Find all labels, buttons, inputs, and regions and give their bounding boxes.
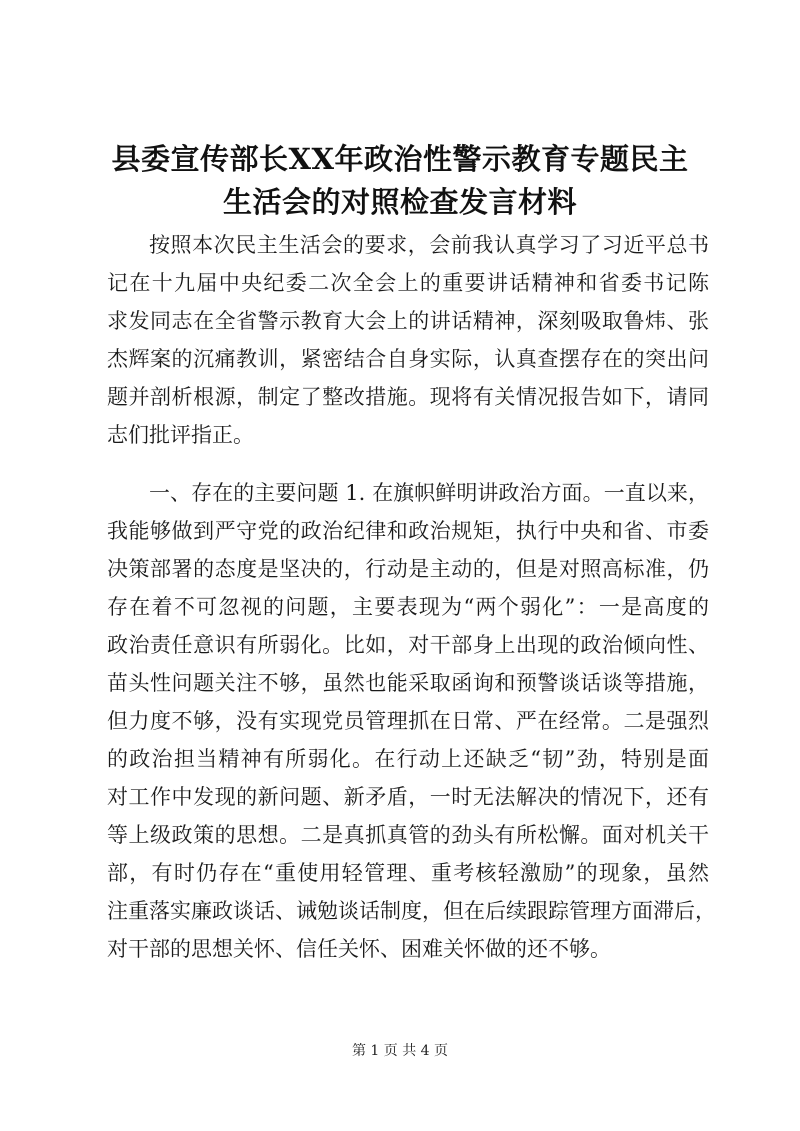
paragraph-line: 我能够做到严守党的政治纪律和政治规矩，执行中央和省、市委 [107,519,709,543]
paragraph-line: 苗头性问题关注不够，虽然也能采取函询和预警谈话谈等措施， [107,671,709,695]
paragraph-line: 部，有时仍存在“重使用轻管理、重考核轻激励”的现象，虽然 [107,861,709,885]
page-number-label: 第 1 页 共 4 页 [351,1043,449,1059]
paragraph-line: 记在十九届中央纪委二次全会上的重要讲话精神和省委书记陈 [107,271,709,295]
title-line: 县委宣传部长XX年政治性警示教育专题民主 [111,142,689,176]
title-line: 生活会的对照检查发言材料 [222,185,577,219]
document-title [90,138,710,224]
paragraph-line: 但力度不够，没有实现党员管理抓在日常、严在经常。二是强烈 [107,709,709,733]
paragraph-problems [107,474,716,968]
paragraph-intro [107,226,709,454]
paragraph-line: 决策部署的态度是坚决的，行动是主动的，但是对照高标准，仍 [107,557,709,581]
paragraph-line: 存在着不可忽视的问题，主要表现为“两个弱化”：一是高度的 [107,595,709,619]
paragraph-line: 杰辉案的沉痛教训，紧密结合自身实际，认真查摆存在的突出问 [107,347,709,371]
paragraph-line: 等上级政策的思想。二是真抓真管的劲头有所松懈。面对机关干 [107,823,709,847]
paragraph-line: 对干部的思想关怀、信任关怀、困难关怀做的还不够。 [107,937,611,961]
paragraph-line: 求发同志在全省警示教育大会上的讲话精神，深刻吸取鲁炜、张 [107,309,709,333]
paragraph-line: 对工作中发现的新问题、新矛盾，一时无法解决的情况下，还有 [107,785,709,809]
paragraph-line: 注重落实廉政谈话、诫勉谈话制度，但在后续跟踪管理方面滞后， [107,899,716,923]
page-footer [0,1041,800,1061]
paragraph-line: 志们批评指正。 [107,423,254,447]
paragraph-line: 的政治担当精神有所弱化。在行动上还缺乏“韧”劲，特别是面 [107,747,709,771]
paragraph-line: 政治责任意识有所弱化。比如，对干部身上出现的政治倾向性、 [107,633,709,657]
paragraph-line: 题并剖析根源，制定了整改措施。现将有关情况报告如下，请同 [107,385,709,409]
paragraph-line: 按照本次民主生活会的要求，会前我认真学习了习近平总书 [149,233,709,257]
paragraph-line: 一、存在的主要问题 1. 在旗帜鲜明讲政治方面。一直以来， [149,481,709,505]
